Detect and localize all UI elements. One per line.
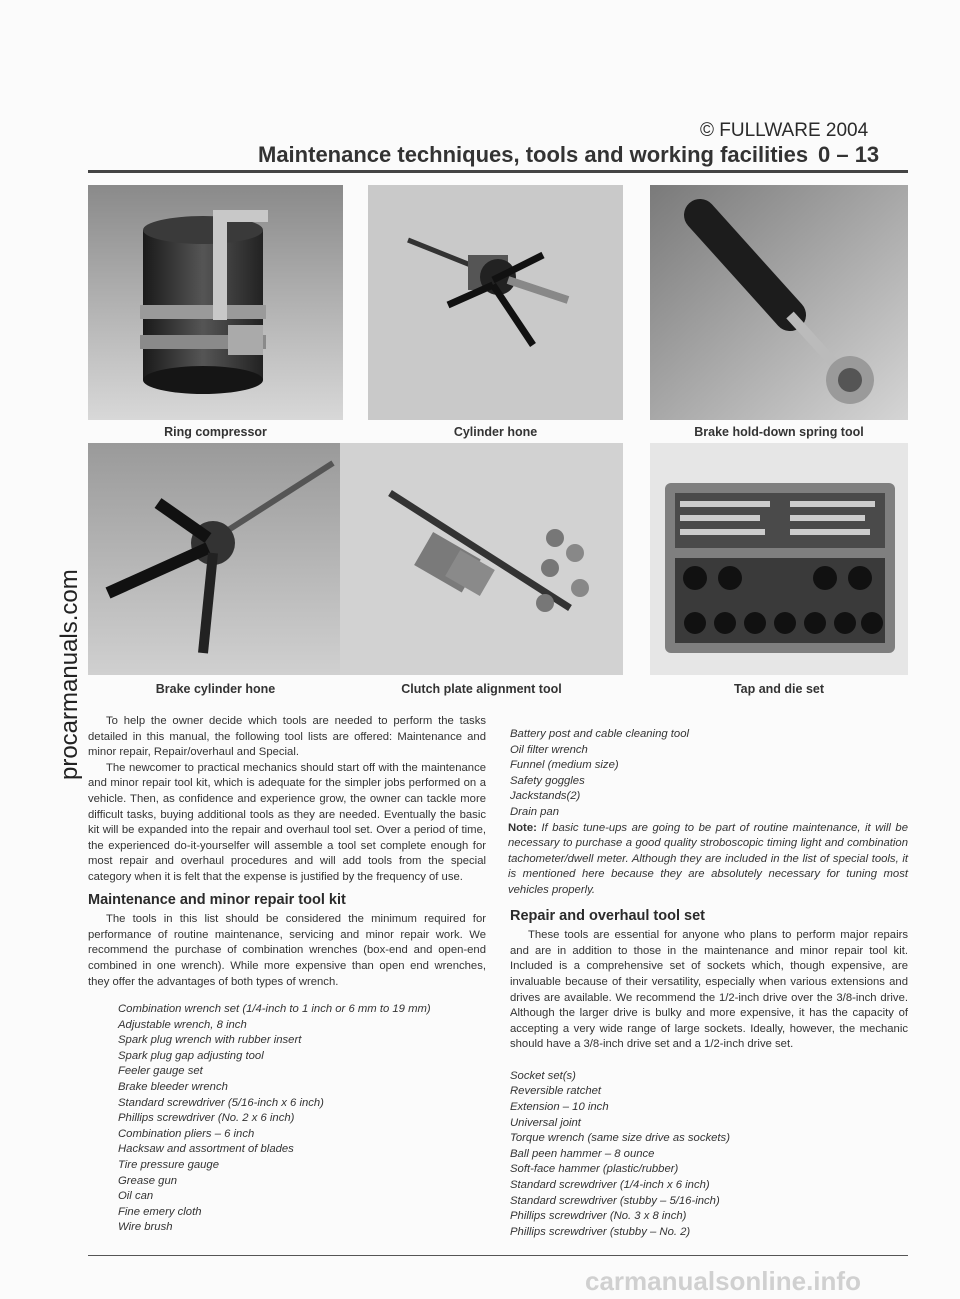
section-heading-repair-overhaul: Repair and overhaul tool set bbox=[510, 907, 705, 924]
list-item: Spark plug wrench with rubber insert bbox=[118, 1034, 302, 1047]
page-number: 0 – 13 bbox=[818, 142, 880, 167]
chapter-title: Maintenance techniques, tools and working facilities bbox=[258, 142, 809, 167]
list-item: Reversible ratchet bbox=[510, 1085, 602, 1098]
maintenance-tool-list-continued bbox=[510, 727, 908, 821]
list-item: Universal joint bbox=[510, 1116, 581, 1129]
list-item: Oil filter wrench bbox=[510, 743, 588, 756]
list-item: Phillips screwdriver (No. 3 x 8 inch) bbox=[510, 1210, 687, 1223]
list-item: Fine emery cloth bbox=[118, 1205, 202, 1218]
list-item: Grease gun bbox=[118, 1174, 178, 1187]
list-item: Standard screwdriver (5/16-inch x 6 inch) bbox=[118, 1096, 324, 1109]
tap-and-die-set-photo bbox=[650, 443, 908, 675]
copyright-notice: © FULLWARE 2004 bbox=[700, 120, 869, 141]
tune-up-note bbox=[508, 821, 908, 899]
watermark-bottom: carmanualsonline.info bbox=[585, 1266, 861, 1296]
list-item: Safety goggles bbox=[510, 774, 585, 787]
list-item: Combination pliers – 6 inch bbox=[118, 1127, 255, 1140]
caption-tap-and-die-set: Tap and die set bbox=[733, 682, 825, 696]
list-item: Brake bleeder wrench bbox=[118, 1081, 228, 1094]
list-item: Torque wrench (same size drive as sockets) bbox=[510, 1132, 730, 1145]
list-item: Wire brush bbox=[118, 1221, 173, 1234]
list-item: Funnel (medium size) bbox=[510, 759, 619, 772]
note-text: If basic tune-ups are going to be part of routine maintenance, it will be necessary to purchase a good quality stroboscopic timing light and combination tachometer/dwell meter. Although they are included in the list of special tools, it is mentioned here because they are absolutely necessary for tuning most vehicles properly. bbox=[508, 821, 908, 896]
intro-paragraph-2: The newcomer to practical mechanics should start off with the maintenance and minor repair tool kit, which is adequate for the simpler jobs performed on a vehicle. Then, as confidence and experience grow, the owner can tackle more difficult tasks, buying additional tools as they are needed. Eventually the basic kit will be expanded into the repair and overhaul tool set. Over a period of time, the experienced do-it-yourselfer will assemble a tool set complete enough for most repair and overhaul procedures and will add tools from the special category when it is felt that the expense is justified by the frequency of use. bbox=[88, 761, 486, 883]
repair-overhaul-paragraph: These tools are essential for anyone who plans to perform major repairs and are in addition to those in the maintenance and minor repair tool kit. Included is a comprehensive set of sockets which, though expensive, are invaluable because of their versatility, especially when various extensions and drives are available. We recommend the 1/2-inch drive over the 3/8-inch drive. Although the larger drive is bulky and more expensive, it has the capacity of accepting a very wide range of large sockets. Ideally, however, the mechanic should have a 3/8-inch drive set and a 1/2-inch drive set. bbox=[510, 929, 908, 1051]
list-item: Oil can bbox=[118, 1190, 154, 1203]
list-item: Standard screwdriver (stubby – 5/16-inch) bbox=[510, 1194, 720, 1207]
maintenance-kit-paragraph: The tools in this list should be considered the minimum required for performance of routine maintenance, servicing and minor repair work. We recommend the purchase of combination wrenches (box-end and open-end combined in one wrench). While more expensive than open end wrenches, they offer the advantages of both types of wrench. bbox=[88, 913, 486, 988]
list-item: Hacksaw and assortment of blades bbox=[118, 1143, 294, 1156]
clutch-alignment-tool-photo bbox=[340, 443, 623, 675]
left-column bbox=[88, 714, 486, 1236]
list-item: Soft-face hammer (plastic/rubber) bbox=[510, 1163, 679, 1176]
caption-cylinder-hone: Cylinder hone bbox=[453, 425, 538, 439]
note-label: Note: bbox=[508, 821, 537, 834]
list-item: Jackstands(2) bbox=[510, 790, 581, 803]
brake-cylinder-hone-photo bbox=[88, 443, 343, 675]
list-item: Drain pan bbox=[510, 805, 559, 818]
list-item: Feeler gauge set bbox=[118, 1065, 203, 1078]
ring-compressor-photo bbox=[88, 185, 343, 420]
intro-paragraph-1: To help the owner decide which tools are needed to perform the tasks detailed in this manual, the following tool lists are offered: Maintenance and minor repair, Repair/overhaul and Special. bbox=[88, 715, 486, 759]
list-item: Spark plug gap adjusting tool bbox=[118, 1049, 264, 1062]
header-rule bbox=[88, 170, 908, 173]
brake-hold-down-tool-photo bbox=[650, 185, 908, 420]
footer-rule bbox=[88, 1255, 908, 1256]
list-item: Battery post and cable cleaning tool bbox=[510, 728, 689, 740]
maintenance-tool-list bbox=[118, 1002, 486, 1236]
caption-clutch-alignment-tool: Clutch plate alignment tool bbox=[401, 682, 562, 696]
list-item: Tire pressure gauge bbox=[118, 1159, 219, 1172]
list-item: Combination wrench set (1/4-inch to 1 inch or 6 mm to 19 mm) bbox=[118, 1003, 431, 1016]
caption-ring-compressor: Ring compressor bbox=[164, 425, 267, 439]
cylinder-hone-photo bbox=[368, 185, 623, 420]
repair-tool-list bbox=[510, 1069, 908, 1241]
caption-brake-hold-down-tool: Brake hold-down spring tool bbox=[694, 425, 864, 439]
right-column bbox=[510, 727, 908, 1240]
list-item: Phillips screwdriver (stubby – No. 2) bbox=[510, 1225, 691, 1238]
caption-brake-cylinder-hone: Brake cylinder hone bbox=[155, 682, 276, 696]
section-heading-maintenance-kit: Maintenance and minor repair tool kit bbox=[88, 891, 346, 908]
list-item: Socket set(s) bbox=[510, 1069, 576, 1082]
list-item: Adjustable wrench, 8 inch bbox=[118, 1018, 247, 1031]
list-item: Ball peen hammer – 8 ounce bbox=[510, 1147, 655, 1160]
watermark-left: procarmanuals.com bbox=[56, 569, 83, 780]
list-item: Phillips screwdriver (No. 2 x 6 inch) bbox=[118, 1112, 295, 1125]
list-item: Extension – 10 inch bbox=[510, 1101, 609, 1114]
list-item: Standard screwdriver (1/4-inch x 6 inch) bbox=[510, 1179, 710, 1192]
